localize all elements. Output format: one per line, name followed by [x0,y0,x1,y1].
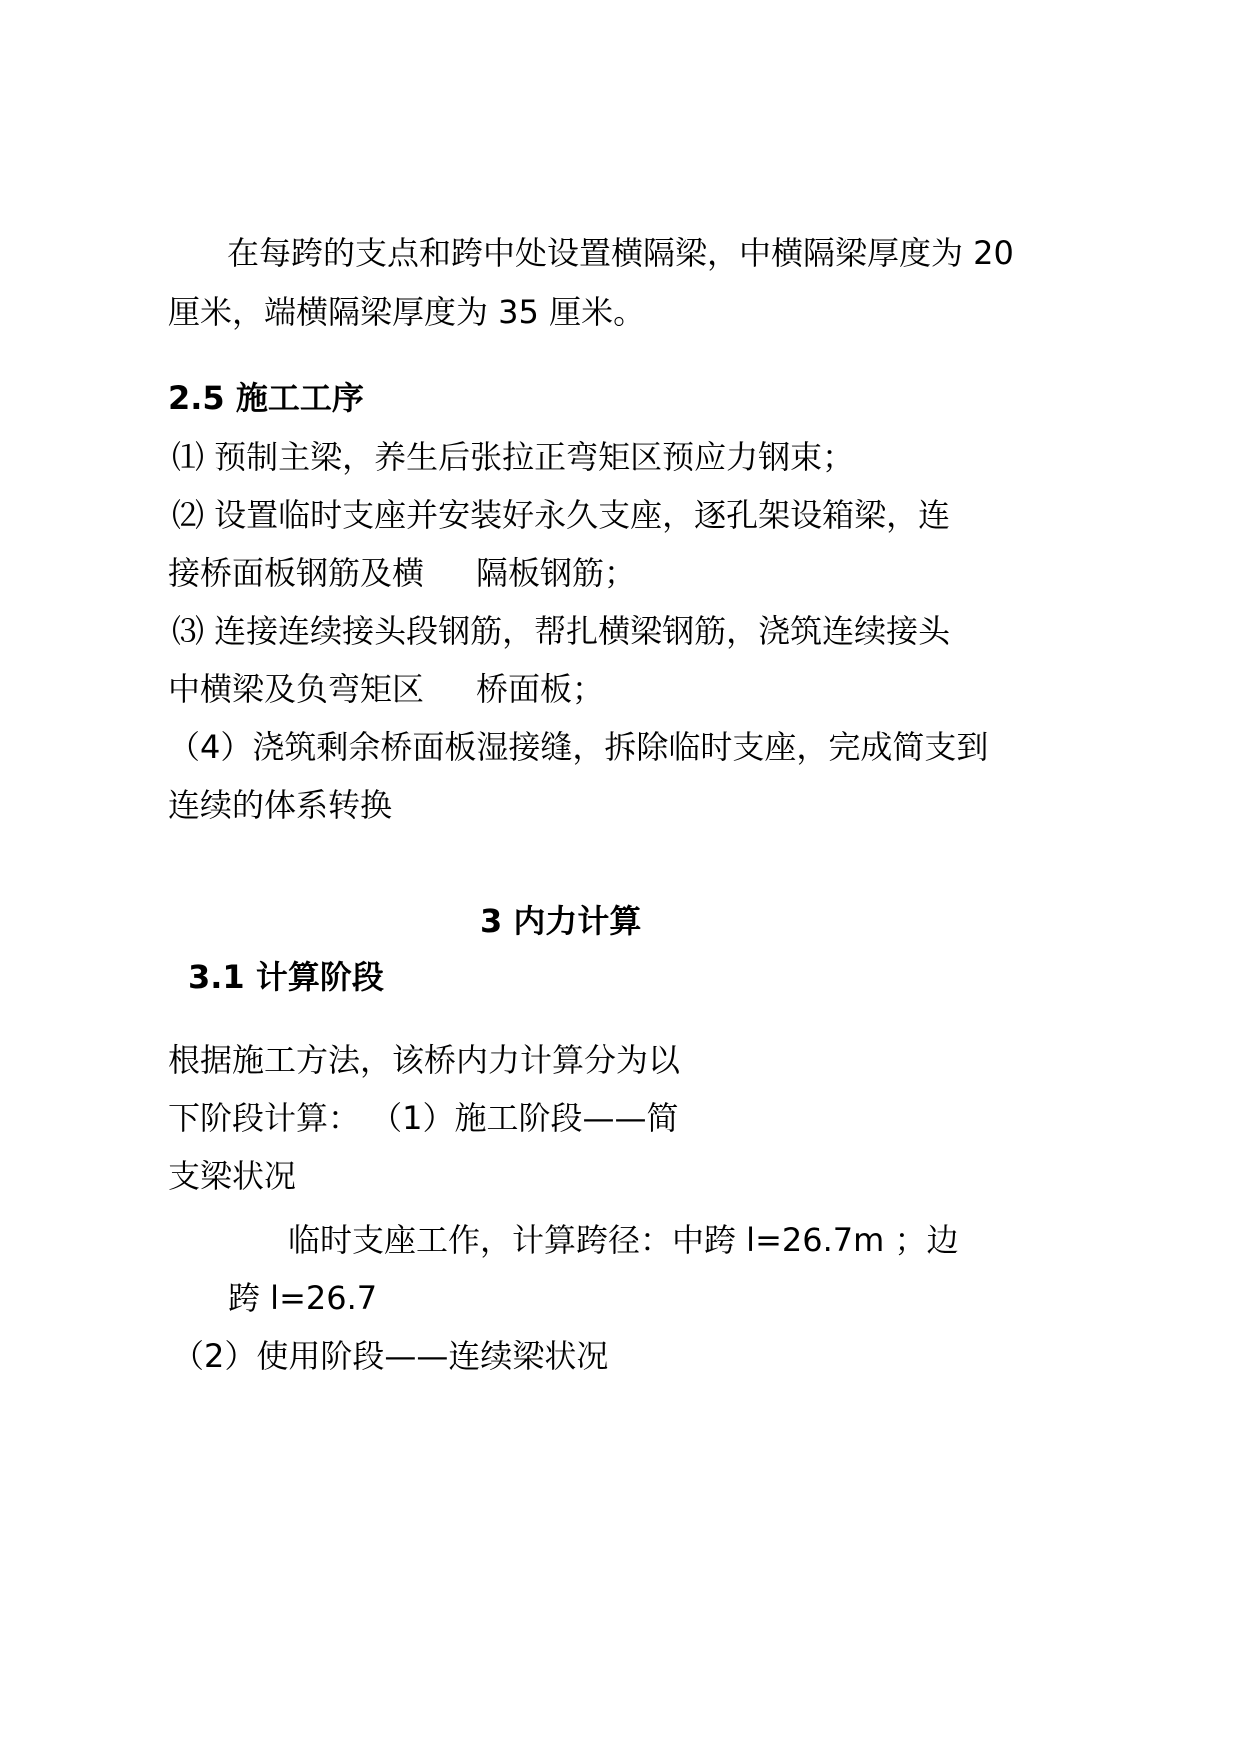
step-text: 中横梁及负弯矩区 [168,670,425,708]
step-text: 桥面板； [476,670,605,708]
step-item-2: ⑵ 设置临时支座并安装好永久支座，逐孔架设箱梁，连 [172,496,951,534]
paragraph-line: 临时支座工作，计算跨径：中跨 l=26.7m ；边 [288,1221,959,1259]
paragraph-line: 跨 l=26.7 [228,1279,378,1317]
chapter-heading-3: 3 内力计算 [480,902,642,940]
paragraph-line: 支梁状况 [168,1157,297,1195]
paragraph-line: 厘米，端横隔梁厚度为 35 厘米。 [168,293,646,331]
section-heading-3-1: 3.1 计算阶段 [188,958,384,996]
step-item-1: ⑴ 预制主梁，养生后张拉正弯矩区预应力钢束； [172,438,855,476]
paragraph-line: （2）使用阶段——连续梁状况 [172,1337,609,1375]
step-item-3-continued [168,669,604,709]
step-text: 接桥面板钢筋及横 [168,554,425,592]
step-item-3: ⑶ 连接连续接头段钢筋，帮扎横梁钢筋，浇筑连续接头 [172,612,951,650]
paragraph-line: 下阶段计算： （1）施工阶段——简 [168,1099,679,1137]
step-item-2-continued [168,553,636,593]
paragraph-line: 根据施工方法，该桥内力计算分为以 [168,1041,681,1079]
paragraph-line: 在每跨的支点和跨中处设置横隔梁，中横隔梁厚度为 20 [227,234,1014,272]
step-item-4: （4）浇筑剩余桥面板湿接缝，拆除临时支座，完成简支到 [168,728,989,766]
step-text: 隔板钢筋； [476,554,637,592]
step-item-4-continued: 连续的体系转换 [168,786,393,824]
section-heading-2-5: 2.5 施工工序 [168,379,364,417]
